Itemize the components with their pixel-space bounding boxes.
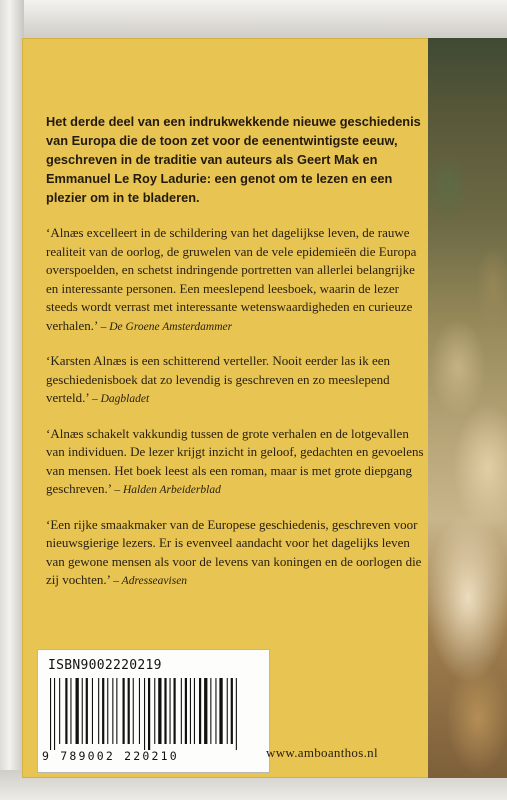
review-quote-3	[46, 425, 424, 500]
barcode-bar	[181, 678, 182, 744]
barcode-bar	[219, 678, 222, 744]
barcode-bar	[236, 678, 237, 750]
barcode-bar	[164, 678, 166, 744]
isbn-number: 9002220219	[80, 658, 162, 673]
barcode-bar	[194, 678, 195, 744]
barcode-bar	[128, 678, 130, 744]
barcode-bar	[215, 678, 216, 744]
barcode-bar	[123, 678, 125, 744]
quote-text: ‘Karsten Alnæs is een schitterend verteller. Nooit eerder las ik een geschiedenisboek dat zo levendig is geschreven en zo meeslepend verteld.’	[46, 353, 391, 405]
isbn-line	[48, 658, 162, 673]
barcode-bar	[227, 678, 228, 744]
review-quote-4	[46, 516, 424, 591]
barcode-bar	[154, 678, 155, 744]
barcode-bar	[204, 678, 207, 744]
isbn-barcode-sticker	[37, 649, 270, 773]
barcode-bar	[54, 678, 55, 750]
barcode-bar	[86, 678, 88, 744]
review-quote-2	[46, 352, 424, 409]
quote-source: – Halden Arbeiderblad	[114, 484, 221, 496]
barcode-digits: 9 789002 220210	[42, 749, 179, 763]
barcode-bar	[82, 678, 83, 744]
cover-painting-edge	[428, 38, 507, 778]
barcode-bar	[144, 678, 145, 750]
review-quote-1	[46, 224, 424, 336]
quote-source: – Adresseavisen	[113, 575, 188, 587]
plastic-wrap-top	[0, 0, 507, 40]
plastic-wrap-left	[0, 0, 24, 800]
barcode-bar	[170, 678, 171, 744]
barcode-bar	[116, 678, 117, 744]
barcode-bar	[185, 678, 187, 744]
quote-text: ‘Alnæs excelleert in de schildering van het dagelijkse leven, de rauwe realiteit van de oorlog, de gruwelen van de vele epidemieën die Europa overspoelden, en schetst indringende portretten van allerlei belangrijke en interessante personen. Een meeslepend leesboek, waarin de lezer steeds wordt verrast met interessante wetenswaardigheden en curieuze verhalen.’	[46, 225, 417, 333]
barcode-bars	[50, 678, 256, 750]
barcode-bar	[199, 678, 201, 744]
quote-text: ‘Alnæs schakelt vakkundig tussen de grote verhalen en de lotgevallen van individuen. De lezer krijgt inzicht in geloof, gedachten en gevoelens van mensen. Het boek leest als een roman, maar is met grote diepgang geschreven.’	[46, 425, 424, 496]
barcode-bar	[158, 678, 161, 744]
barcode-bar	[107, 678, 108, 744]
barcode-bar	[133, 678, 134, 744]
isbn-label: ISBN	[48, 658, 81, 673]
barcode-bar	[92, 678, 93, 744]
barcode-bar	[50, 678, 51, 750]
barcode-bar	[102, 678, 104, 744]
barcode-bar	[59, 678, 60, 744]
barcode-bar	[174, 678, 176, 744]
barcode-bar	[65, 678, 67, 744]
publisher-url: www.amboanthos.nl	[266, 745, 378, 760]
barcode-bar	[190, 678, 191, 744]
barcode-bar	[76, 678, 79, 744]
barcode-bar	[231, 678, 233, 744]
barcode-bar	[139, 678, 140, 744]
barcode-bar	[98, 678, 99, 744]
quote-text: ‘Een rijke smaakmaker van de Europese geschiedenis, geschreven voor nieuwsgierige lezers. Er is evenveel aandacht voor het dagelijks leven van gewone mensen als voor de levens van koningen en de oorlogen die zij vochten.’	[46, 516, 422, 587]
barcode-bar	[210, 678, 211, 744]
quote-source: – Dagbladet	[91, 393, 150, 405]
barcode-bar	[70, 678, 71, 744]
intro-blurb: Het derde deel van een indrukwekkende nieuwe geschiedenis van Europa die de toon zet voor de eenentwintigste eeuw, geschreven in de traditie van auteurs als Geert Mak en Emmanuel Le Roy Ladurie: een genot om te lezen en een plezier om in te bladeren.	[46, 114, 421, 205]
quote-source: – De Groene Amsterdammer	[100, 320, 233, 333]
barcode-bar	[148, 678, 150, 750]
barcode-bar	[112, 678, 113, 744]
back-cover-text	[46, 112, 424, 607]
